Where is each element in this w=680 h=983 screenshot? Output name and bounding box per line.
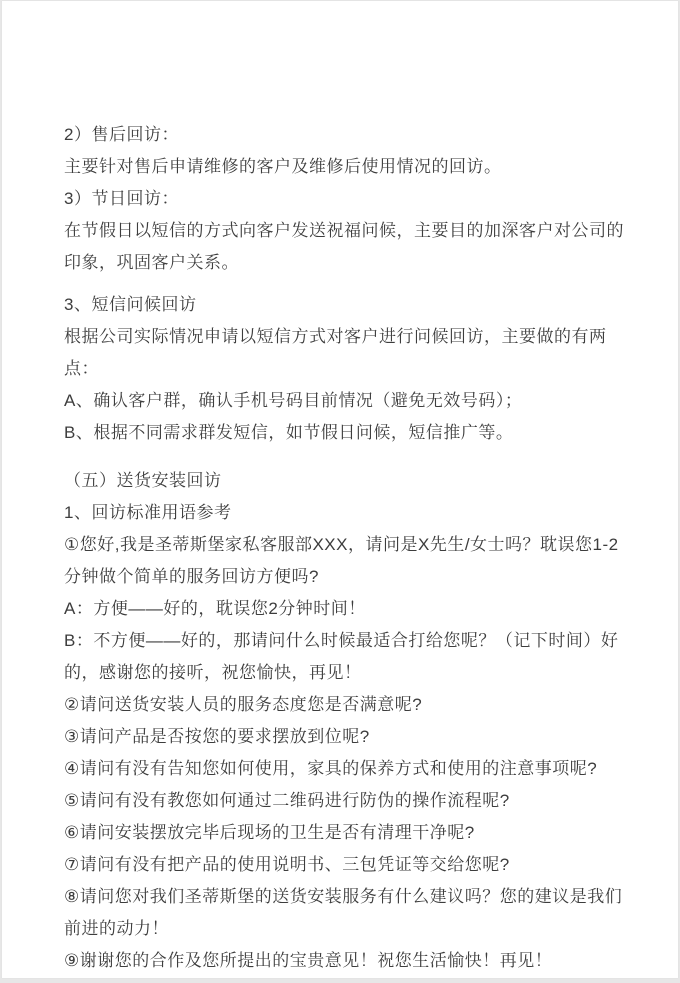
paragraph-script-option-a: A：方便——好的，耽误您2分钟时间！ (64, 599, 366, 618)
paragraph-script-item-9: ⑨谢谢您的合作及您所提出的宝贵意见！祝您生活愉快！再见！ (64, 951, 553, 970)
paragraph-script-heading: 1、回访标准用语参考 (64, 503, 232, 522)
paragraph-script-item-7: ⑦请问有没有把产品的使用说明书、三包凭证等交给您呢? (64, 855, 510, 874)
paragraph-sms-section-heading: 3、短信问候回访 (64, 295, 197, 314)
paragraph-aftersale-heading: 2）售后回访： (64, 125, 179, 144)
paragraph-script-item-8: ⑧请问您对我们圣蒂斯堡的送货安装服务有什么建议吗？您的建议是我们前进的动力！ (64, 887, 623, 938)
paragraph-script-item-2: ②请问送货安装人员的服务态度您是否满意呢? (64, 695, 423, 714)
paragraph-delivery-section-heading: （五）送货安装回访 (64, 471, 222, 490)
paragraph-sms-point-b: B、根据不同需求群发短信，如节假日问候，短信推广等。 (64, 423, 514, 442)
paragraph-holiday-body: 在节假日以短信的方式向客户发送祝福问候，主要目的加深客户对公司的印象，巩固客户关系。 (64, 221, 624, 272)
paragraph-script-item-3: ③请问产品是否按您的要求摆放到位呢? (64, 727, 370, 746)
paragraph-script-item-6: ⑥请问安装摆放完毕后现场的卫生是否有清理干净呢? (64, 823, 475, 842)
paragraph-aftersale-body: 主要针对售后申请维修的客户及维修后使用情况的回访。 (64, 157, 502, 176)
paragraph-script-item-1: ①您好,我是圣蒂斯堡家私客服部XXX，请问是X先生/女士吗？耽误您1-2分钟做个简单的服务回访方便吗? (64, 535, 619, 586)
paragraph-sms-point-a: A、确认客户群，确认手机号码目前情况（避免无效号码）； (64, 391, 523, 410)
paragraph-script-item-4: ④请问有没有告知您如何使用，家具的保养方式和使用的注意事项呢? (64, 759, 598, 778)
paragraph-script-item-5: ⑤请问有没有教您如何通过二维码进行防伪的操作流程呢? (64, 791, 510, 810)
document-text-block (64, 119, 624, 977)
paragraph-sms-intro: 根据公司实际情况申请以短信方式对客户进行问候回访，主要做的有两点： (64, 327, 607, 378)
paragraph-script-option-b: B：不方便——好的，那请问什么时候最适合打给您呢？（记下时间）好的，感谢您的接听，祝您愉快，再见！ (64, 631, 619, 682)
document-page (2, 1, 678, 978)
paragraph-holiday-heading: 3）节日回访： (64, 189, 179, 208)
